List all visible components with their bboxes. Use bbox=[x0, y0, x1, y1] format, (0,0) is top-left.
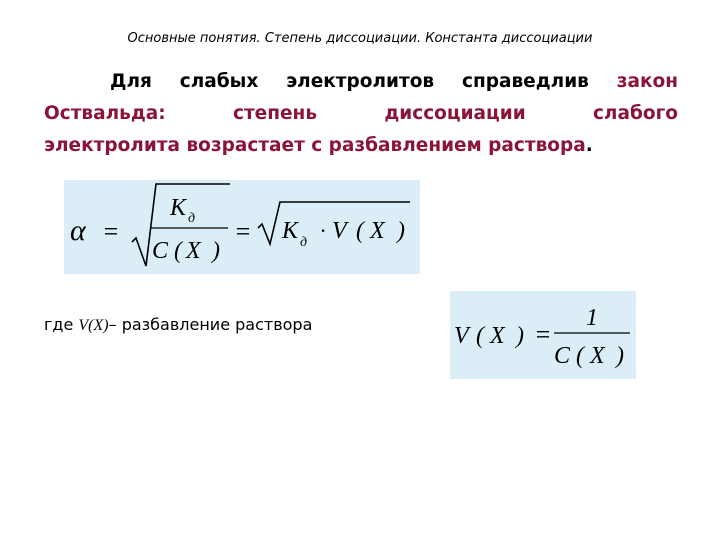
period: . bbox=[585, 135, 593, 156]
equals-sign: = bbox=[534, 320, 552, 349]
k-symbol: K bbox=[170, 195, 187, 221]
where-suffix: – разбавление раствора bbox=[108, 315, 313, 334]
numerator-one: 1 bbox=[586, 305, 598, 331]
multiply-dot: · bbox=[320, 218, 326, 243]
ostwald-formula bbox=[64, 180, 420, 274]
paragraph-line-3 bbox=[44, 130, 678, 162]
word: справедлив bbox=[461, 71, 589, 92]
word-highlight: закон bbox=[616, 71, 678, 92]
paren-right: ) bbox=[616, 343, 624, 369]
paren-right: ) bbox=[516, 323, 524, 349]
paren-right: ) bbox=[212, 238, 220, 264]
d-subscript: д bbox=[300, 235, 308, 250]
ostwald-formula-svg bbox=[64, 180, 420, 274]
word: слабых bbox=[179, 71, 259, 92]
x-symbol: X bbox=[186, 238, 201, 264]
word: электролитов bbox=[286, 71, 435, 92]
dilution-variable: V(X) bbox=[78, 317, 109, 334]
d-subscript: д bbox=[188, 211, 196, 226]
x-symbol: X bbox=[370, 218, 385, 244]
where-prefix: где bbox=[44, 315, 79, 334]
v-symbol: V bbox=[332, 218, 347, 244]
x-symbol: X bbox=[490, 323, 505, 349]
k-symbol: K bbox=[282, 218, 299, 244]
ostwald-law-paragraph bbox=[44, 66, 678, 162]
word: Для bbox=[110, 71, 152, 92]
paren-left: ( bbox=[174, 238, 182, 264]
paragraph-line-2 bbox=[44, 98, 678, 130]
word-highlight: Оствальда: bbox=[44, 103, 166, 124]
word-highlight: диссоциации bbox=[384, 103, 526, 124]
word-highlight: степень bbox=[232, 103, 318, 124]
paren-left: ( bbox=[576, 343, 584, 369]
v-symbol: V bbox=[454, 323, 469, 349]
word-highlight: слабого bbox=[592, 103, 678, 124]
text-highlight: электролита возрастает с разбавлением раствора bbox=[44, 135, 586, 156]
c-symbol: C bbox=[554, 343, 571, 369]
dilution-definition bbox=[44, 315, 312, 335]
equals-sign: = bbox=[102, 217, 120, 246]
c-symbol: C bbox=[152, 238, 169, 264]
equals-sign: = bbox=[234, 217, 252, 246]
dilution-formula bbox=[450, 291, 636, 379]
dilution-formula-svg bbox=[450, 291, 636, 379]
paragraph-line-1 bbox=[44, 66, 678, 98]
alpha-symbol: α bbox=[70, 214, 86, 247]
paren-left: ( bbox=[476, 323, 484, 349]
x-symbol: X bbox=[590, 343, 605, 369]
paren-right: ) bbox=[397, 218, 405, 244]
slide-title: Основные понятия. Степень диссоциации. Константа диссоциации bbox=[127, 31, 593, 46]
paren-left: ( bbox=[356, 218, 364, 244]
